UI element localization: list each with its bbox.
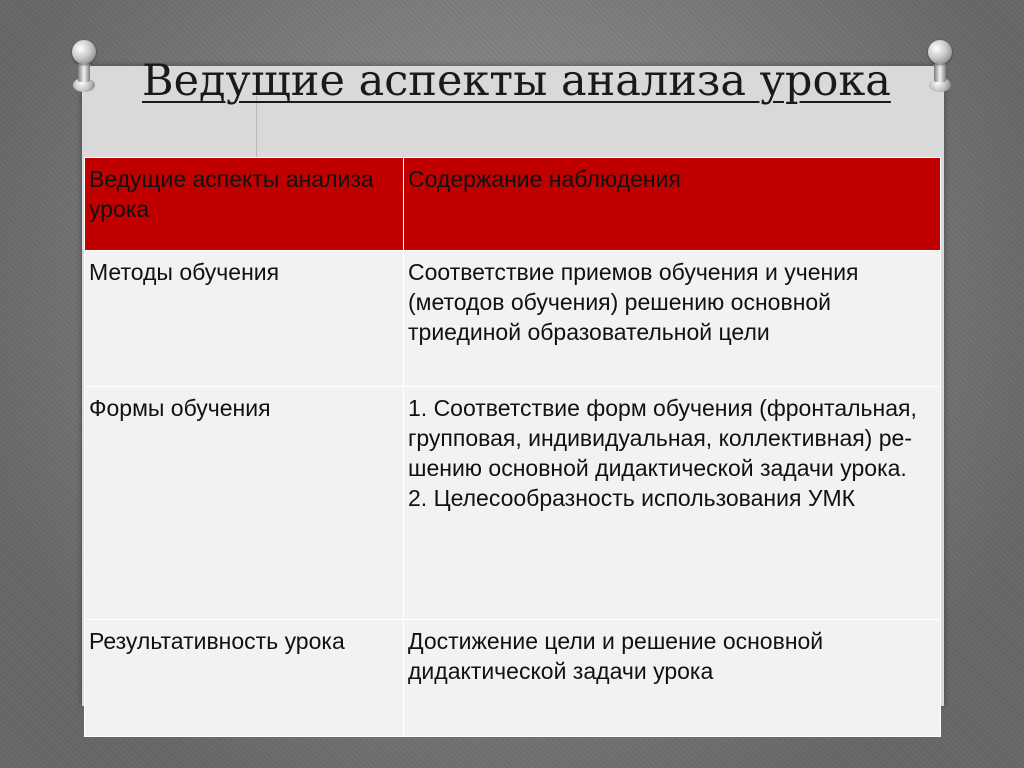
header-aspect: Ведущие аспекты анализа урока [85, 158, 404, 251]
table-row [85, 251, 941, 387]
aspect-cell: Результативность урока [85, 620, 404, 737]
aspect-cell: Формы обучения [85, 387, 404, 620]
table-row [85, 620, 941, 737]
table-row [85, 387, 941, 620]
slide-title: Ведущие аспекты анализа урока [142, 56, 891, 106]
aspects-table [84, 157, 941, 737]
content-cell: Соответствие приемов обучения и учения (методов обучения) решению основной триединой образовательной цели [404, 251, 941, 387]
table-header-row [85, 158, 941, 251]
header-content: Содержание наблюдения [404, 158, 941, 251]
aspect-cell: Методы обучения [85, 251, 404, 387]
pushpin-icon [70, 40, 98, 92]
content-cell: Достижение цели и решение основной дидактической задачи урока [404, 620, 941, 737]
pushpin-icon [926, 40, 954, 92]
content-cell: 1. Соответствие форм обучения (фронтальная, групповая, индивидуальная, коллективная) ре- шению основной дидактической задачи урока. 2. Целесообразность использования УМК [404, 387, 941, 620]
